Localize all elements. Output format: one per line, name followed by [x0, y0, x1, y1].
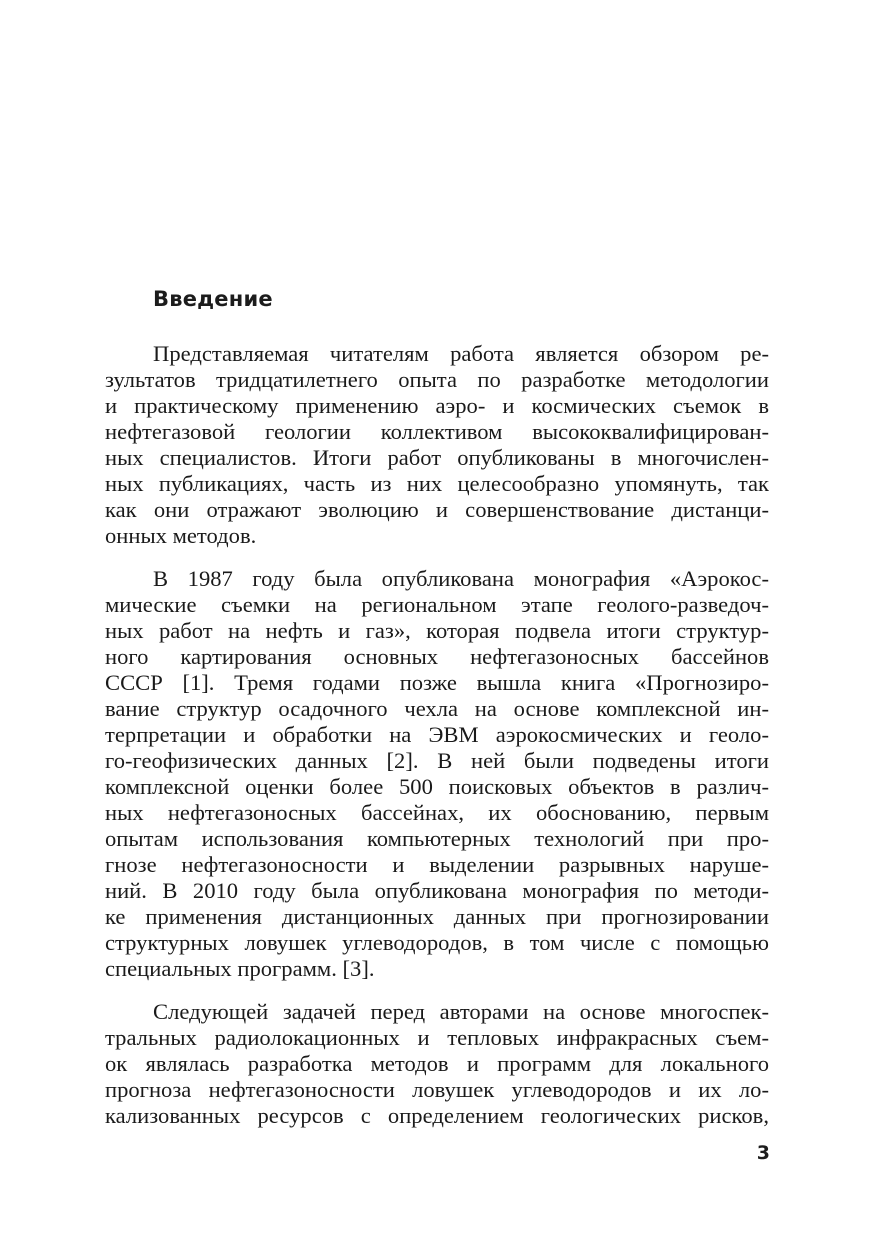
text-line: ок являлась разработка методов и программ для локального [105, 1051, 769, 1076]
text-line: Следующей задачей перед авторами на основе многоспек- [153, 999, 769, 1024]
text-line: зультатов тридцатилетнего опыта по разработке методологии [105, 367, 769, 392]
text-line: специальных программ. [3]. [105, 956, 375, 981]
text-line: ного картирования основных нефтегазоносных бассейнов [105, 644, 769, 669]
page-number: 3 [756, 1142, 770, 1164]
text-line: ных специалистов. Итоги работ опубликованы в многочислен- [105, 445, 769, 470]
text-line: и практическому применению аэро- и космических съемок в [105, 393, 769, 418]
text-line: го-геофизических данных [2]. В ней были подведены итоги [105, 748, 769, 773]
text-line: опытам использования компьютерных технологий при про- [105, 826, 769, 851]
text-line: ных работ на нефть и газ», которая подвела итоги структур- [105, 618, 769, 643]
text-line: мические съемки на региональном этапе геолого-разведоч- [105, 592, 769, 617]
text-line: СССР [1]. Тремя годами позже вышла книга «Прогнозиро- [105, 670, 769, 695]
text-line: структурных ловушек углеводородов, в том числе с помощью [105, 930, 769, 955]
text-line: комплексной оценки более 500 поисковых объектов в различ- [105, 774, 769, 799]
text-line: ных публикациях, часть из них целесообразно упомянуть, так [105, 471, 769, 496]
section-title: Введение [153, 287, 273, 311]
text-line: Представляемая читателям работа является обзором ре- [153, 341, 769, 366]
text-line: ке применения дистанционных данных при прогнозировании [105, 904, 769, 929]
text-line: вание структур осадочного чехла на основе комплексной ин- [105, 696, 769, 721]
text-line: нефтегазовой геологии коллективом высококвалифицирован- [105, 419, 769, 444]
text-line: В 1987 году была опубликована монография «Аэрокос- [153, 566, 769, 591]
text-line: онных методов. [105, 523, 257, 548]
text-line: тральных радиолокационных и тепловых инфракрасных съем- [105, 1025, 769, 1050]
text-line: гнозе нефтегазоносности и выделении разрывных наруше- [105, 852, 769, 877]
text-line: кализованных ресурсов с определением геологических рисков, [105, 1103, 769, 1128]
text-line: прогноза нефтегазоносности ловушек углеводородов и их ло- [105, 1077, 769, 1102]
text-line: терпретации и обработки на ЭВМ аэрокосмических и геоло- [105, 722, 769, 747]
text-line: ний. В 2010 году была опубликована монография по методи- [105, 878, 769, 903]
text-line: как они отражают эволюцию и совершенствование дистанци- [105, 497, 769, 522]
text-line: ных нефтегазоносных бассейнах, их обоснованию, первым [105, 800, 769, 825]
